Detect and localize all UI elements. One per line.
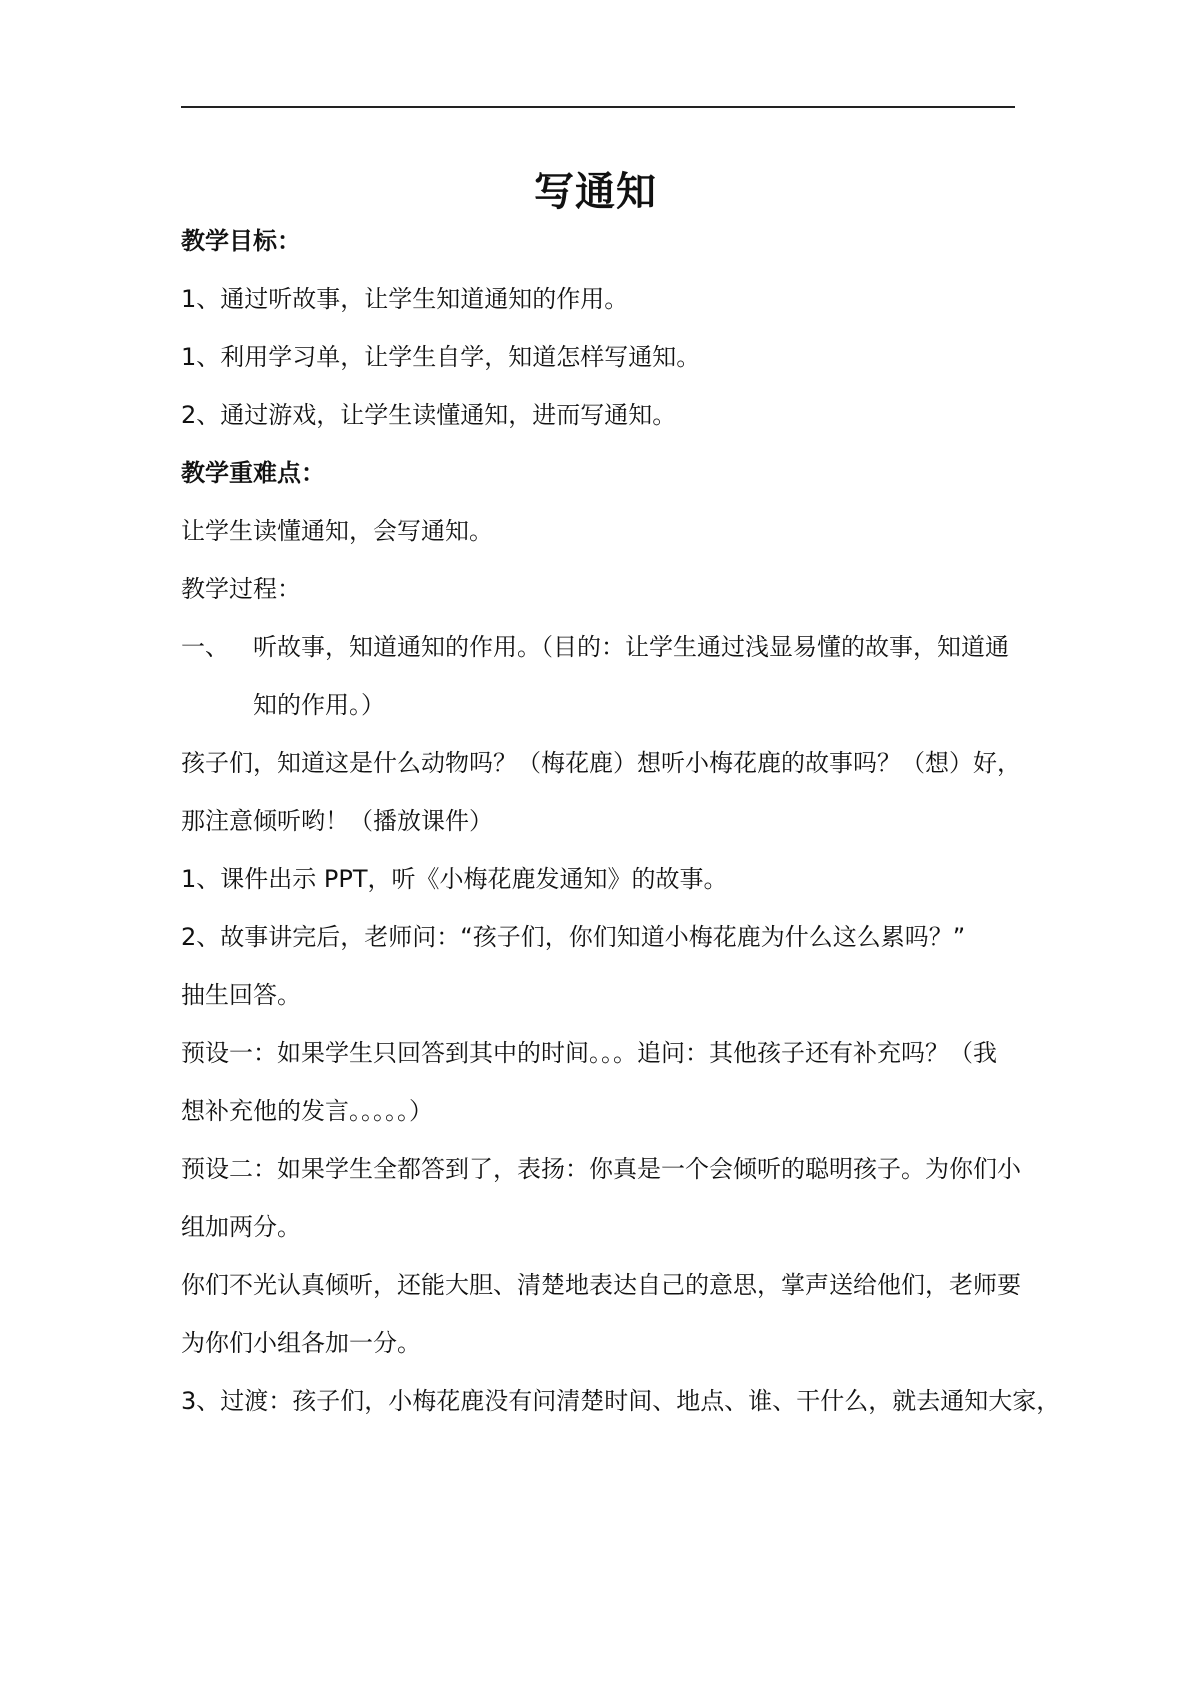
paragraph-line-1: 孩子们，知道这是什么动物吗？（梅花鹿）想听小梅花鹿的故事吗？（想）好， (181, 749, 1021, 777)
paragraph-line-11: 为你们小组各加一分。 (181, 1329, 421, 1357)
goal-item-3: 2、通过游戏，让学生读懂通知，进而写通知。 (181, 401, 677, 429)
paragraph-line-4: 2、故事讲完后，老师问：“孩子们，你们知道小梅花鹿为什么这么累吗？” (181, 923, 966, 951)
goal-item-1: 1、通过听故事，让学生知道通知的作用。 (181, 285, 629, 313)
paragraph-line-3: 1、课件出示 PPT，听《小梅花鹿发通知》的故事。 (181, 865, 728, 893)
paragraph-line-2: 那注意倾听哟！（播放课件） (181, 807, 493, 835)
paragraph-line-5: 抽生回答。 (181, 981, 301, 1009)
document-title: 写通知 (534, 169, 657, 215)
key-points-text: 让学生读懂通知，会写通知。 (181, 517, 493, 545)
goals-heading: 教学目标： (181, 227, 301, 255)
header-rule (181, 106, 1015, 108)
paragraph-line-8: 预设二：如果学生全都答到了，表扬：你真是一个会倾听的聪明孩子。为你们小 (181, 1155, 1021, 1183)
paragraph-line-9: 组加两分。 (181, 1213, 301, 1241)
process-heading: 教学过程： (181, 575, 301, 603)
paragraph-line-7: 想补充他的发言。。。。。） (181, 1097, 433, 1125)
section-one-number: 一、 (181, 633, 229, 661)
section-one-line2: 知的作用。） (253, 691, 385, 719)
goal-item-2: 1、利用学习单，让学生自学，知道怎样写通知。 (181, 343, 701, 371)
section-one-line1: 听故事，知道通知的作用。（目的：让学生通过浅显易懂的故事，知道通 (253, 633, 1009, 661)
paragraph-line-10: 你们不光认真倾听，还能大胆、清楚地表达自己的意思，掌声送给他们，老师要 (181, 1271, 1021, 1299)
paragraph-line-6: 预设一：如果学生只回答到其中的时间。。。追问：其他孩子还有补充吗？（我 (181, 1039, 997, 1067)
paragraph-line-12: 3、过渡：孩子们，小梅花鹿没有问清楚时间、地点、谁、干什么，就去通知大家， (181, 1387, 1061, 1415)
key-points-heading: 教学重难点： (181, 459, 325, 487)
section-one (181, 629, 1021, 665)
